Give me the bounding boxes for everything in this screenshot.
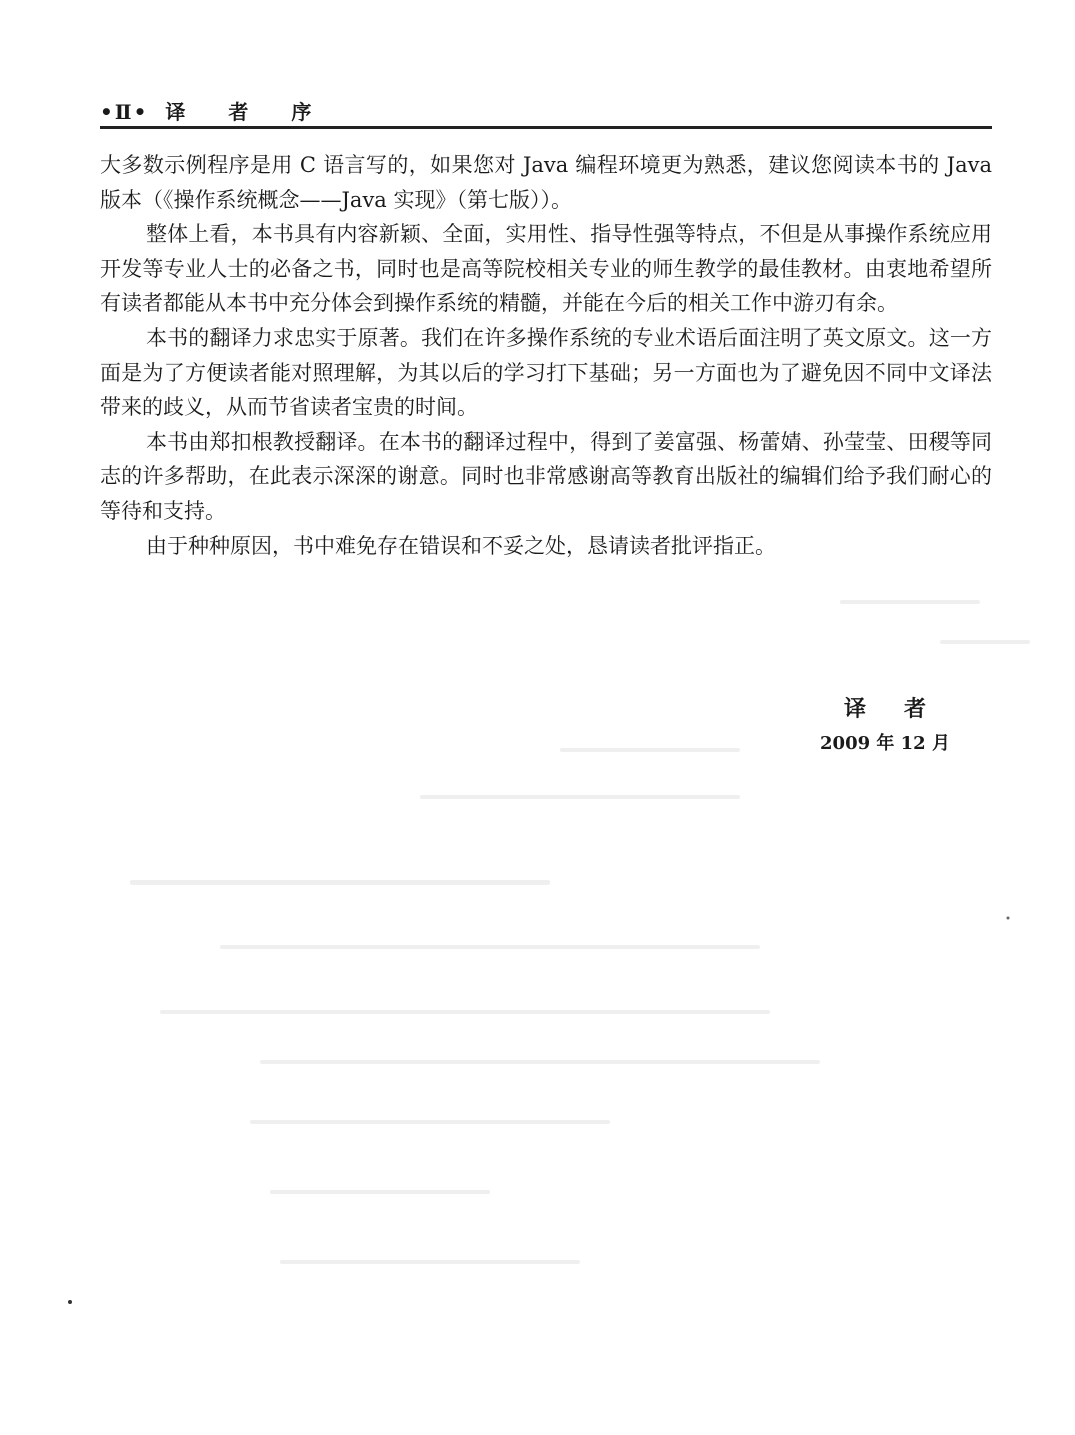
speck bbox=[68, 1300, 72, 1304]
bleed-mark bbox=[220, 945, 760, 949]
section-title: 译 者 序 bbox=[165, 100, 330, 124]
bleed-mark bbox=[270, 1190, 490, 1194]
signature-block bbox=[820, 692, 964, 760]
bleed-mark bbox=[260, 1060, 820, 1064]
body-text bbox=[100, 148, 992, 563]
bleed-mark bbox=[250, 1120, 610, 1124]
paragraph-5: 由于种种原因，书中难免存在错误和不妥之处，恳请读者批评指正。 bbox=[146, 533, 776, 558]
bleed-mark bbox=[280, 1260, 580, 1264]
bleed-mark bbox=[420, 795, 740, 799]
paragraph-1: 大多数示例程序是用 C 语言写的，如果您对 Java 编程环境更为熟悉，建议您阅读本书的 Java 版本（《操作系统概念——Java 实现》（第七版））。 bbox=[100, 153, 992, 212]
page-number: •Ⅱ• bbox=[100, 100, 149, 124]
bleed-mark bbox=[160, 1010, 770, 1014]
signature-date: 2009 年 12 月 bbox=[820, 733, 950, 754]
translator-signature: 译者 bbox=[843, 696, 964, 722]
bleed-mark bbox=[940, 640, 1030, 644]
paragraph-3: 本书的翻译力求忠实于原著。我们在许多操作系统的专业术语后面注明了英文原文。这一方面是为了方便读者能对照理解，为其以后的学习打下基础；另一方面也为了避免因不同中文译法带来的歧义，从而节省读者宝贵的时间。 bbox=[100, 325, 992, 420]
bleed-mark bbox=[130, 880, 550, 885]
bleed-mark bbox=[840, 600, 980, 604]
paragraph-4: 本书由郑扣根教授翻译。在本书的翻译过程中，得到了姜富强、杨蕾婧、孙莹莹、田稷等同志的许多帮助，在此表示深深的谢意。同时也非常感谢高等教育出版社的编辑们给予我们耐心的等待和支持。 bbox=[100, 429, 992, 523]
paragraph-2: 整体上看，本书具有内容新颖、全面，实用性、指导性强等特点，不但是从事操作系统应用开发等专业人士的必备之书，同时也是高等院校相关专业的师生教学的最佳教材。由衷地希望所有读者都能从本书中充分体会到操作系统的精髓，并能在今后的相关工作中游刃有余。 bbox=[100, 222, 992, 316]
speck bbox=[1007, 917, 1010, 920]
bleed-mark bbox=[560, 748, 740, 752]
